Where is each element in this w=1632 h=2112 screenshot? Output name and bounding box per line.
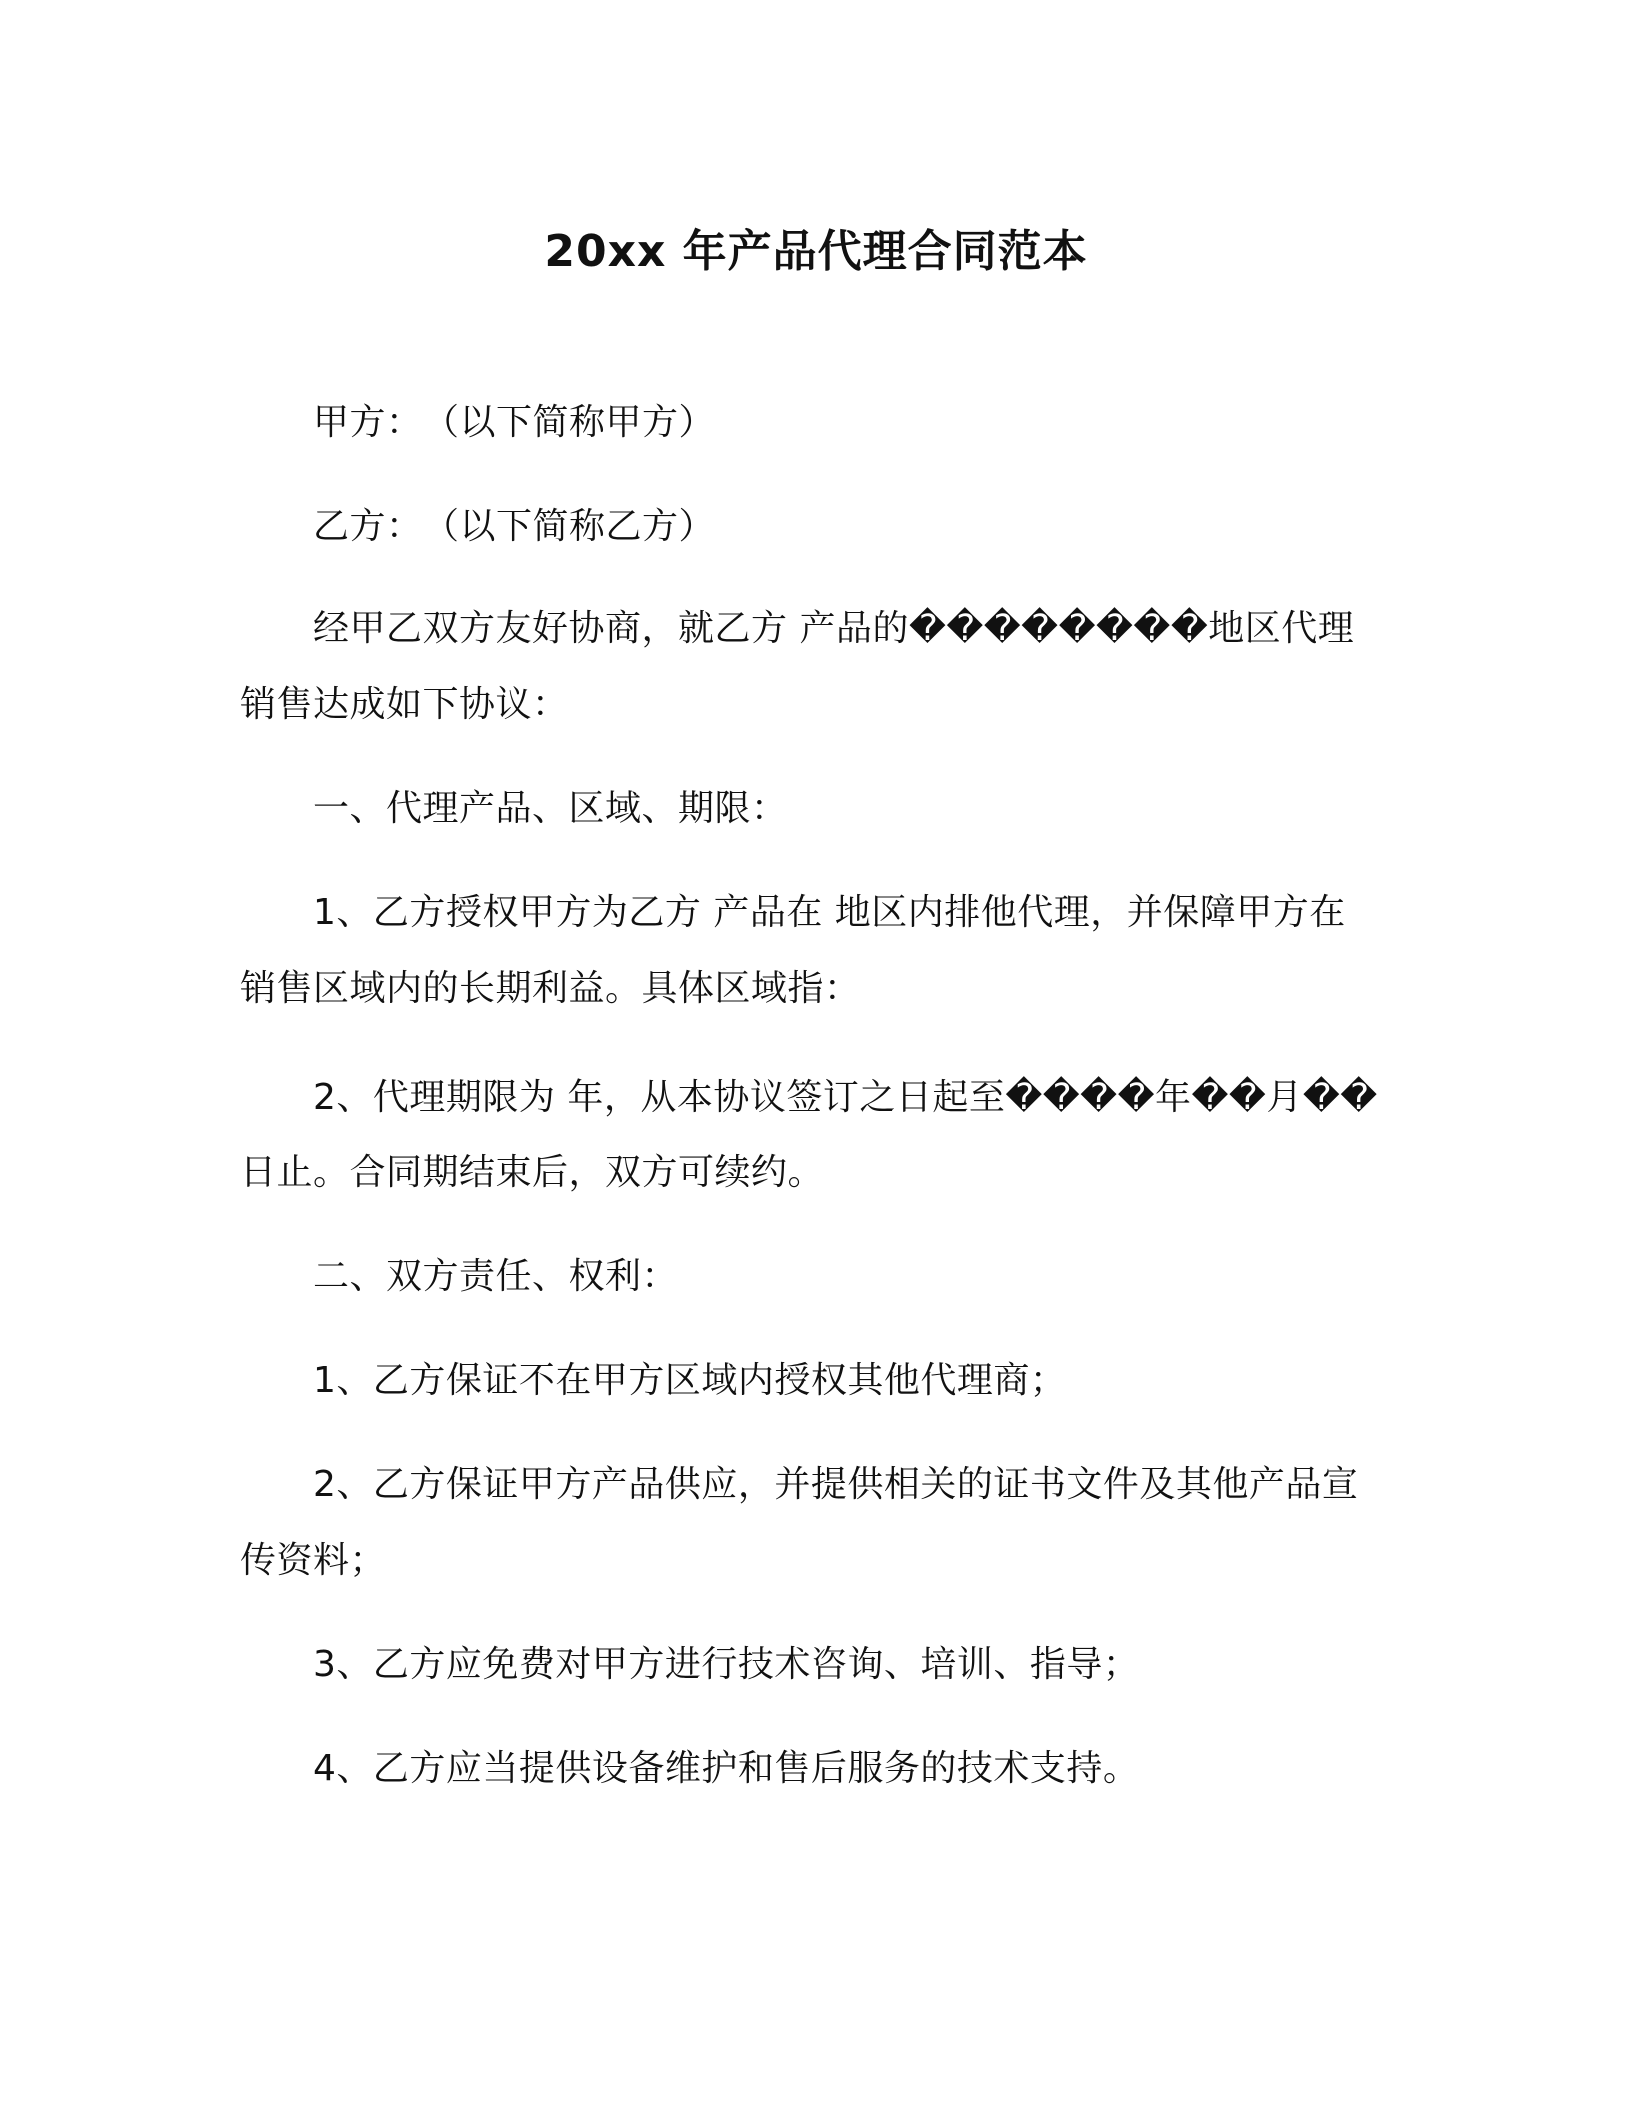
section-2-item-1: 1、乙方保证不在甲方区域内授权其他代理商； <box>313 1360 1067 1401</box>
section-1-item-1-line-2: 销售区域内的长期利益。具体区域指： <box>240 968 861 1009</box>
section-2-item-2-line-2: 传资料； <box>240 1540 387 1581</box>
section-1-item-1-line-1: 1、乙方授权甲方为乙方 产品在 地区内排他代理，并保障甲方在 <box>313 892 1346 933</box>
intro-paragraph-line-1: 经甲乙双方友好协商，就乙方 产品的��������地区代理 <box>313 608 1355 649</box>
section-2-item-2-line-1: 2、乙方保证甲方产品供应，并提供相关的证书文件及其他产品宣 <box>313 1464 1359 1505</box>
document-title: 20xx 年产品代理合同范本 <box>544 226 1088 277</box>
party-a-line: 甲方： （以下简称甲方） <box>313 402 716 443</box>
section-1-heading: 一、代理产品、区域、期限： <box>313 788 788 829</box>
party-b-line: 乙方： （以下简称乙方） <box>313 506 716 547</box>
section-2-item-3: 3、乙方应免费对甲方进行技术咨询、培训、指导； <box>313 1644 1140 1685</box>
section-2-heading: 二、双方责任、权利： <box>313 1256 679 1297</box>
section-1-item-2-line-2: 日止。合同期结束后，双方可续约。 <box>240 1152 825 1193</box>
intro-paragraph-line-2: 销售达成如下协议： <box>240 684 569 725</box>
section-2-item-4: 4、乙方应当提供设备维护和售后服务的技术支持。 <box>313 1748 1140 1789</box>
section-1-item-2-line-1: 2、代理期限为 年，从本协议签订之日起至����年��月�� <box>313 1077 1378 1118</box>
